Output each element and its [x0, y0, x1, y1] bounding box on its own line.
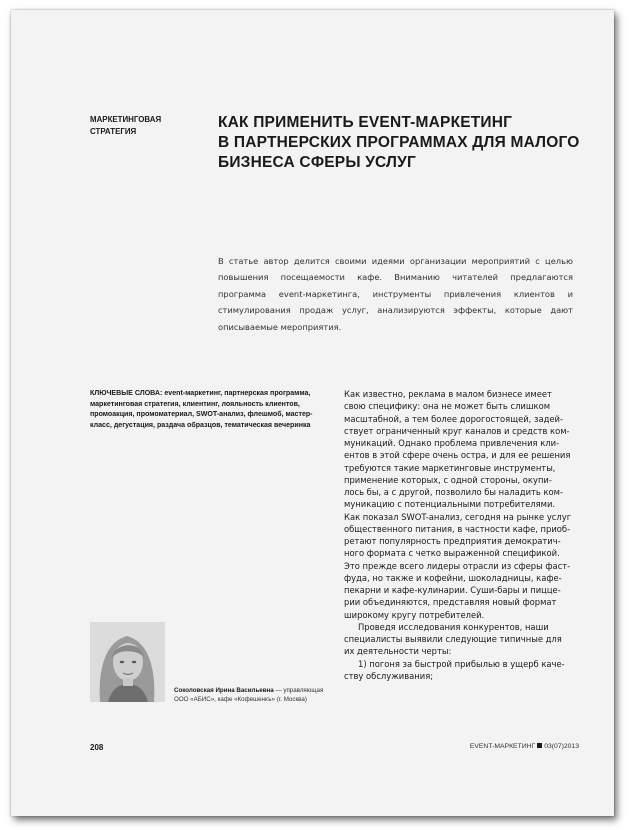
running-footer — [411, 743, 579, 750]
author-name: Соколовская Ирина Васильевна — [174, 687, 274, 694]
article-title: КАК ПРИМЕНИТЬ EVENT-МАРКЕТИНГ В ПАРТНЕРСКИХ ПРОГРАММАХ ДЛЯ МАЛОГО БИЗНЕСА СФЕРЫ УСЛУГ — [218, 114, 580, 171]
body-paragraph: Как показал SWOT-анализ, сегодня на рынке услуг общественного питания, в частности кафе, приоб- ретают популярность предприятия демократич- ного формата с четко выраженной спецификой. Это прежде всего лидеры отрасли из сферы фаст- фуда, но также и кофейни, шоколадницы, кафе- пекарни и кафе-кулинарии. Суши-бары и пицце- рии объединяются, представляя новый формат широкому кругу потребителей. — [344, 511, 572, 620]
body-paragraph: Как известно, реклама в малом бизнесе имеет свою специфику: она не может быть слишком масштабной, а тем более дорогостоящей, задей- ствует ограниченный круг каналов и средств ком- муникаций. Однако проблема привлечения кли- ентов в этой сфере очень остра, и для ее решения требуются такие маркетинговые инструменты, применение которых, с одной стороны, окупи- лось бы, а с другой, позволило бы наладить ком- муникацию с потенциальными потребителями. — [344, 389, 571, 510]
author-caption — [174, 686, 344, 704]
journal-name: EVENT-МАРКЕТИНГ — [469, 743, 536, 750]
issue-number: 03(07)2013 — [544, 743, 579, 750]
author-photo — [90, 622, 165, 702]
article-abstract: В статье автор делится своими идеями организации мероприятий с целью повышения посещаемости кафе. Вниманию читателей предлагаются программа event-маркетинга, инструменты привлечения клиентов и стимулирования продаж услуг, анализируются эффекты, которые дают описываемые мероприятия. — [218, 256, 573, 332]
section-rubric: МАРКЕТИНГОВАЯ СТРАТЕГИЯ — [90, 114, 162, 136]
article-body — [344, 388, 579, 682]
square-bullet-icon — [537, 743, 542, 748]
journal-page — [11, 10, 614, 816]
author-description: — управляющая ООО «АБИС», кафе «Кофешенкъ» (г. Москва) — [174, 687, 324, 703]
body-paragraph: Проведя исследования конкурентов, наши специалисты выявили следующие типичные для их деятельности черты: — [344, 621, 562, 657]
keywords: КЛЮЧЕВЫЕ СЛОВА: event-маркетинг, партнерская программа, маркетинговая стратегия, клиентинг, лояльность клиентов, промоакция, промоматериал, SWOT-анализ, флешмоб, мастер-класс, дегустация, раздача образцов, тематическая вечеринка — [90, 388, 313, 430]
body-paragraph: 1) погоня за быстрой прибылью в ущерб каче- ству обслуживания; — [344, 658, 565, 681]
author-portrait-icon — [90, 622, 165, 702]
page-number: 208 — [90, 743, 104, 752]
